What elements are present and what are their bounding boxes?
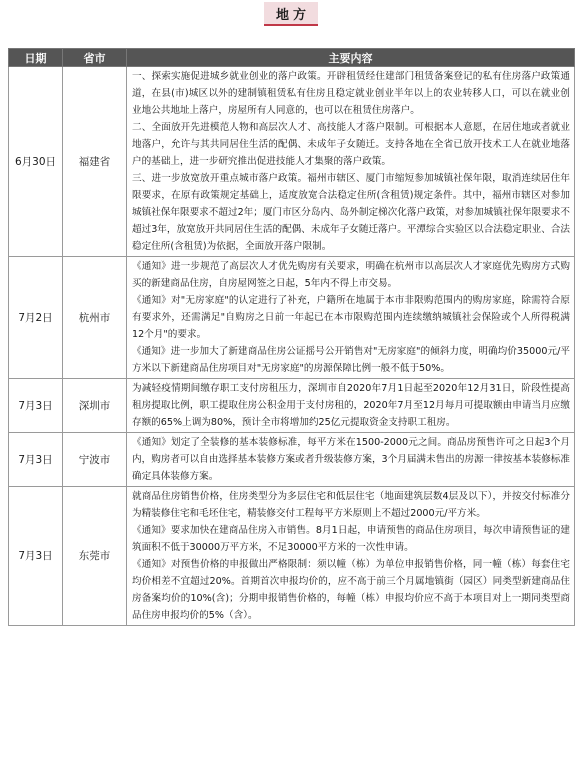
header-content: 主要内容 xyxy=(127,49,575,67)
row-city: 杭州市 xyxy=(63,257,127,379)
content-paragraph: 《通知》划定了全装修的基本装修标准，每平方米在1500-2000元之间。商品房预售许可之日起3个月内，购房者可以自由选择基本装修方案或者升级装修方案，3个月届满未售出的房源一律按基本装修标准确定具体装修方案。 xyxy=(132,437,570,482)
row-city: 宁波市 xyxy=(63,433,127,487)
row-content xyxy=(127,433,575,487)
title-area xyxy=(0,2,582,26)
content-paragraph: 为减轻疫情期间缴存职工支付房租压力，深圳市自2020年7月1日起至2020年12月31日，阶段性提高租房提取比例，职工提取住房公积金用于支付房租的，2020年7月至12月每月可提取额由申请当月应缴存额的65%上调为80%，预计全市将增加约25亿元提取资金支持职工租房。 xyxy=(132,383,570,428)
policy-table xyxy=(8,48,575,626)
row-date: 7月3日 xyxy=(9,433,63,487)
content-paragraph: 二、全面放开先进模范人物和高层次人才、高技能人才落户限制。可根据本人意愿，在居住地或者就业地落户，允许与其共同居住生活的配偶、未成年子女随迁。支持各地在全省已放开技术工人在就业地落户的基础上，进一步研究推出促进技能人才集聚的落户政策。 xyxy=(132,122,570,167)
content-paragraph: 《通知》对预售价格的申报做出严格限制：须以幢（栋）为单位申报销售价格，同一幢（栋）每套住宅均价相差不宜超过20%。首期首次申报均价的，应不高于前三个月属地镇街（园区）同类型新建商品住房备案均价的10%(含)；分期申报销售价格的，每幢（栋）申报均价应不高于本项目对上一期同类型商品住房申报均价的5%（含）。 xyxy=(132,559,570,621)
table-row xyxy=(9,67,575,257)
table-row xyxy=(9,433,575,487)
row-city: 福建省 xyxy=(63,67,127,257)
row-city: 东莞市 xyxy=(63,487,127,626)
page-title: 地方 xyxy=(264,2,318,26)
header-date: 日期 xyxy=(9,49,63,67)
row-date: 7月2日 xyxy=(9,257,63,379)
row-content xyxy=(127,379,575,433)
row-date: 7月3日 xyxy=(9,379,63,433)
content-paragraph: 《通知》进一步规范了高层次人才优先购房有关要求，明确在杭州市以高层次人才家庭优先购房方式购买的新建商品住房，自房屋网签之日起，5年内不得上市交易。 xyxy=(132,261,570,289)
content-paragraph: 一、探索实施促进城乡就业创业的落户政策。开辟租赁经住建部门租赁备案登记的私有住房落户政策通道，在县(市)城区以外的建制镇租赁私有住房且稳定就业创业半年以上的农业转移人口，可以在就业创业地公共地址上落户，房屋所有人同意的，也可以在租赁住房落户。 xyxy=(132,71,570,116)
table-row xyxy=(9,257,575,379)
table-header-row xyxy=(9,49,575,67)
row-content xyxy=(127,257,575,379)
content-paragraph: 《通知》进一步加大了新建商品住房公证摇号公开销售对"无房家庭"的倾斜力度，明确均价35000元/平方米以下新建商品住房项目对"无房家庭"的房源保障比例一般不低于50%。 xyxy=(132,346,570,374)
row-date: 7月3日 xyxy=(9,487,63,626)
table-row xyxy=(9,379,575,433)
row-content xyxy=(127,67,575,257)
content-paragraph: 《通知》要求加快在建商品住房入市销售。8月1日起，申请预售的商品住房项目，每次申请预售证的建筑面积不低于30000万平方米，不足30000平方米的一次性申请。 xyxy=(132,525,570,553)
content-paragraph: 就商品住房销售价格，住房类型分为多层住宅和低层住宅（地面建筑层数4层及以下），并按交付标准分为精装修住宅和毛坯住宅，精装修交付工程每平方米原则上不超过2000元/平方米。 xyxy=(132,491,570,519)
row-content xyxy=(127,487,575,626)
row-city: 深圳市 xyxy=(63,379,127,433)
table-row xyxy=(9,487,575,626)
content-paragraph: 《通知》对"无房家庭"的认定进行了补充，户籍所在地属于本市非限购范围内的购房家庭，除需符合原有要求外，还需满足"自购房之日前一年起已在本市限购范围内连续缴纳城镇社会保险或个人所得税满12个月"的要求。 xyxy=(132,295,570,340)
header-province: 省市 xyxy=(63,49,127,67)
content-paragraph: 三、进一步放宽放开重点城市落户政策。福州市辖区、厦门市缩短参加城镇社保年限，取消连续居住年限要求，在原有政策规定基础上，适度放宽合法稳定住所(含租赁)规定条件。其中，福州市辖区对参加城镇社保年限要求不超过2年；厦门市区分岛内、岛外制定梯次化落户政策，对参加城镇社保年限要求不超过3年，放宽放开共同居住生活的配偶、未成年子女随迁落户。平潭综合实验区以合法稳定职业、合法稳定住所(含租赁)为依据，全面放开落户限制。 xyxy=(132,173,570,252)
row-date: 6月30日 xyxy=(9,67,63,257)
